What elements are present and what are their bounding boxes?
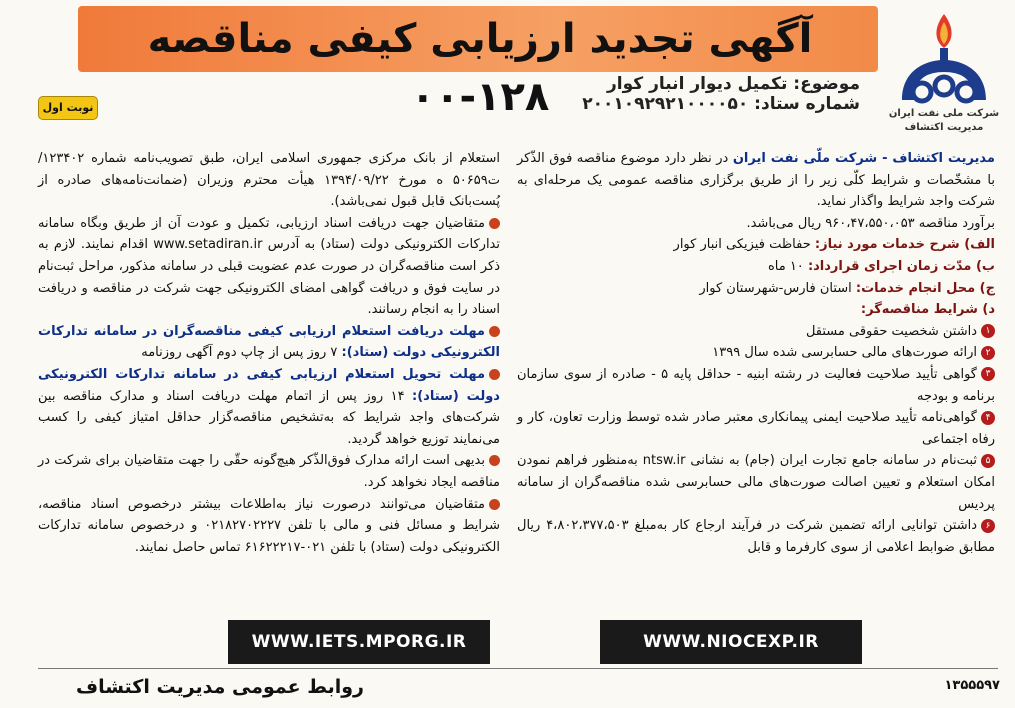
logo-caption-department: مدیریت اکتشاف <box>904 122 984 133</box>
bullet-icon <box>489 455 500 466</box>
public-relations-title: روابط عمومی مدیریت اکتشاف <box>76 676 364 698</box>
ad-code: ۱۳۵۵۵۹۷ <box>944 678 1000 693</box>
condition-item <box>517 515 995 558</box>
intro-text: در نظر دارد موضوع مناقصه فوق الذّکر با مشخّصات و شرایط کلّی زیر را از طریق برگزاری مناقصه عمومی یک مرحله‌ای به شرکت واجد شرایط واگذار نماید. <box>517 151 995 210</box>
condition-item <box>517 342 995 364</box>
estimate-text: برآورد مناقصه ۹۶۰،۴۷،۵۵۰،۰۵۳ ریال می‌باشد. <box>746 215 995 231</box>
location-value: استان فارس-شهرستان کوار <box>699 280 852 296</box>
intro-organization: مدیریت اکتشاف - شرکت ملّی نفت ایران <box>732 151 995 166</box>
condition-2: ارائه صورت‌های مالی حسابرسی شده سال ۱۳۹۹ <box>712 345 977 361</box>
condition-item <box>517 407 995 450</box>
submit-deadline-heading: مهلت تحویل استعلام ارزیابی کیفی در سامانه تدارکات الکترونیکی دولت (ستاد): <box>38 366 500 404</box>
bullet-icon <box>489 326 500 337</box>
condition-1: داشتن شخصیت حقوقی مستقل <box>805 323 977 339</box>
condition-number-2: ۲ <box>981 346 995 360</box>
condition-3: گواهی تأیید صلاحیت فعالیت در رشته ابنیه - حداقل پایه ۵ - صادره از سوی سازمان برنامه و بودجه <box>517 366 995 404</box>
footer-divider <box>38 668 998 669</box>
left-column <box>38 148 500 558</box>
duration-value: ۱۰ ماه <box>767 258 804 274</box>
receive-deadline-heading: مهلت دریافت استعلام ارزیابی کیفی مناقصه‌گران در سامانه تدارکات الکترونیکی دولت (ستاد): <box>38 323 500 361</box>
notice-title: آگهی تجدید ارزیابی کیفی مناقصه ۱۲۸-۰۰ <box>147 16 813 120</box>
submit-deadline-value: ۱۴ روز پس از اتمام مهلت دریافت اسناد و مدارک مناقصه بین شرکت‌های واجد شرایط که به‌تشخیص مناقصه‌گزار حداقل امتیاز کیفی را کسب می‌نمایند توزیع خواهد گردید. <box>38 388 500 447</box>
notice-header <box>0 0 1015 133</box>
turn-badge: نوبت اول <box>38 96 98 120</box>
url-niocexp[interactable]: WWW.NIOCEXP.IR <box>600 620 862 664</box>
condition-6: داشتن توانایی ارائه تضمین شرکت در فرآیند ارجاع کار به‌مبلغ ۴،۸۰۲،۳۷۷،۵۰۳ ریال مطابق ضوابط اعلامی از سوی کارفرما و قابل <box>517 518 995 555</box>
no-right-notice: بدیهی است ارائه مدارک فوق‌الذّکر هیچ‌گونه حقّی را جهت متقاضیان برای شرکت در مناقصه ایجاد نخواهد کرد. <box>38 453 500 490</box>
nioc-logo-icon <box>888 8 1000 123</box>
contact-info: متقاضیان می‌توانند درصورت نیاز به‌اطلاعات بیشتر درخصوص اسناد مناقصه، شرایط و مسائل فنی و مالی با تلفن ۰۲۱۸۲۷۰۲۲۲۷ و درخصوص سامانه تدارکات الکترونیکی دولت (ستاد) با تلفن ۰۲۱-۶۱۶۲۲۲۱۷ تماس حاصل نمایند. <box>38 496 500 555</box>
service-label: الف) شرح خدمات مورد نیاز: <box>814 237 995 253</box>
condition-item <box>517 450 995 515</box>
service-value: حفاظت فیزیکی انبار کوار <box>673 237 811 253</box>
receive-deadline-value: ۷ روز پس از چاپ دوم آگهی روزنامه <box>141 345 338 361</box>
location-label: ج) محل انجام خدمات: <box>855 280 995 296</box>
condition-number-4: ۴ <box>981 411 995 425</box>
setad-number: شماره ستاد: ۲۰۰۱۰۹۲۹۲۱۰۰۰۰۵۰ <box>582 94 860 114</box>
duration-label: ب) مدّت زمان اجرای قرارداد: <box>807 258 995 274</box>
condition-item <box>517 364 995 407</box>
bullet-icon <box>489 499 500 510</box>
documents-text: متقاضیان جهت دریافت اسناد ارزیابی، تکمیل و عودت آن از طریق وبگاه سامانه تدارکات الکترونیکی دولت (ستاد) به آدرس www.setadiran.ir اقدام نمایند. لازم به ذکر است مناقصه‌گران در صورت عدم عضویت قبلی در سامانه مذکور، مراحل ثبت‌نام در سایت فوق و دریافت گواهی امضای الکترونیکی جهت شرکت در مناقصه و دریافت اسناد را به انجام رسانند. <box>38 215 500 318</box>
conditions-label: د) شرایط مناقصه‌گر: <box>860 302 995 318</box>
condition-5: ثبت‌نام در سامانه جامع تجارت ایران (جام) به نشانی ntsw.ir به‌منظور فراهم نمودن امکان استعلام و تعیین اصالت صورت‌های مالی حسابرسی شده مناقصه‌گران از سامانه پردیس <box>517 453 995 512</box>
bullet-icon <box>489 369 500 380</box>
bullet-icon <box>489 218 500 229</box>
condition-number-3: ۳ <box>981 367 995 381</box>
condition-number-1: ۱ <box>981 324 995 338</box>
condition-number-6: ۶ <box>981 519 995 533</box>
logo-caption-company: شرکت ملی نفت ایران <box>888 108 1000 119</box>
condition-item <box>517 321 995 343</box>
condition-4: گواهی‌نامه تأیید صلاحیت ایمنی پیمانکاری معتبر صادر شده توسط وزارت تعاون، کار و رفاه اجتماعی <box>517 410 995 447</box>
url-iets[interactable]: WWW.IETS.MPORG.IR <box>228 620 490 664</box>
condition-number-5: ۵ <box>981 454 995 468</box>
notice-subject: موضوع: تکمیل دیوار انبار کوار <box>607 74 860 94</box>
guarantee-text: استعلام از بانک مرکزی جمهوری اسلامی ایران، طبق تصویب‌نامه شماره ۱۲۳۴۰۲/ت۵۰۶۵۹ ه مورخ ۱۳۹۴/۰۹/۲۲ هیأت محترم وزیران (ضمانت‌نامه‌های صادره از پُست‌بانک قابل قبول نمی‌باشد). <box>38 151 500 210</box>
right-column <box>517 148 995 558</box>
